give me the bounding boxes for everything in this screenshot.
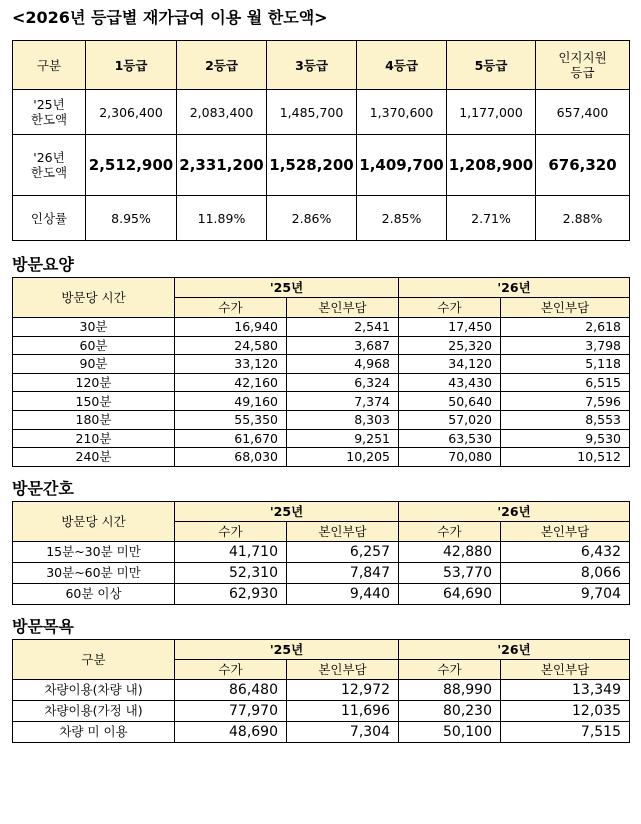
limit-cell: 2,331,200 (177, 135, 267, 196)
limit-cell: 2.88% (536, 196, 630, 241)
value-cell: 42,880 (399, 541, 501, 562)
home-care-body (13, 318, 630, 467)
table-row (13, 355, 630, 374)
value-cell: 80,230 (399, 700, 501, 721)
value-cell: 57,020 (399, 410, 501, 429)
limit-cell: 2,306,400 (86, 90, 177, 135)
limit-header-cell: 5등급 (447, 41, 536, 90)
value-cell: 7,847 (287, 562, 399, 583)
value-cell: 43,430 (399, 373, 501, 392)
row-label: 60분 (13, 336, 175, 355)
row-label: 120분 (13, 373, 175, 392)
value-cell: 6,515 (501, 373, 630, 392)
value-cell: 2,618 (501, 318, 630, 337)
year-header: '25년 (175, 639, 399, 659)
table-row (13, 410, 630, 429)
value-cell: 17,450 (399, 318, 501, 337)
sub-header: 수가 (399, 521, 501, 541)
value-cell: 48,690 (175, 721, 287, 742)
limit-cell: 1,409,700 (357, 135, 447, 196)
value-cell: 68,030 (175, 448, 287, 467)
table-row (13, 392, 630, 411)
table-row (13, 429, 630, 448)
value-cell: 42,160 (175, 373, 287, 392)
row-label: 180분 (13, 410, 175, 429)
limit-cell: 1,485,700 (267, 90, 357, 135)
value-cell: 63,530 (399, 429, 501, 448)
value-cell: 70,080 (399, 448, 501, 467)
limit-cell: 8.95% (86, 196, 177, 241)
value-cell: 8,303 (287, 410, 399, 429)
year-header: '26년 (399, 639, 630, 659)
row-label: 60분 이상 (13, 583, 175, 604)
year-header: '26년 (399, 501, 630, 521)
home-bath-table (12, 639, 630, 743)
section-title: 방문간호 (12, 478, 74, 498)
table-row (13, 679, 630, 700)
value-cell: 6,432 (501, 541, 630, 562)
limit-cell: 11.89% (177, 196, 267, 241)
value-cell: 52,310 (175, 562, 287, 583)
value-cell: 6,257 (287, 541, 399, 562)
table-row (13, 318, 630, 337)
year-header: '26년 (399, 278, 630, 298)
limit-row-label: 인상률 (13, 196, 86, 241)
table-row (13, 583, 630, 604)
limit-header-cell: 구분 (13, 41, 86, 90)
limit-header-row (13, 41, 630, 90)
value-cell: 9,704 (501, 583, 630, 604)
limit-cell: 1,528,200 (267, 135, 357, 196)
table-header-row (13, 278, 630, 298)
sub-header: 수가 (175, 298, 287, 318)
table-header-row (13, 501, 630, 521)
value-cell: 50,100 (399, 721, 501, 742)
section-title: 방문요양 (12, 255, 74, 274)
limit-row (13, 90, 630, 135)
limit-header-cell: 2등급 (177, 41, 267, 90)
value-cell: 62,930 (175, 583, 287, 604)
limit-table (12, 40, 630, 241)
table-row (13, 541, 630, 562)
value-cell: 77,970 (175, 700, 287, 721)
corner-header: 방문당 시간 (13, 278, 175, 318)
row-label: 차량 미 이용 (13, 721, 175, 742)
row-label: 210분 (13, 429, 175, 448)
table-row (13, 336, 630, 355)
sub-header: 본인부담 (501, 521, 630, 541)
value-cell: 4,968 (287, 355, 399, 374)
value-cell: 9,251 (287, 429, 399, 448)
table-row (13, 562, 630, 583)
sub-header: 수가 (175, 521, 287, 541)
year-header: '25년 (175, 501, 399, 521)
value-cell: 86,480 (175, 679, 287, 700)
table-row (13, 721, 630, 742)
limit-row-label: '26년 한도액 (13, 135, 86, 196)
row-label: 차량이용(가정 내) (13, 700, 175, 721)
value-cell: 7,596 (501, 392, 630, 411)
sub-header: 본인부담 (501, 659, 630, 679)
value-cell: 10,205 (287, 448, 399, 467)
row-label: 90분 (13, 355, 175, 374)
row-label: 30분 (13, 318, 175, 337)
sub-header: 본인부담 (501, 298, 630, 318)
home-bath-body (13, 679, 630, 742)
value-cell: 12,972 (287, 679, 399, 700)
corner-header: 구분 (13, 639, 175, 679)
value-cell: 6,324 (287, 373, 399, 392)
limit-header-cell: 인지지원 등급 (536, 41, 630, 90)
value-cell: 25,320 (399, 336, 501, 355)
sub-header: 수가 (399, 659, 501, 679)
value-cell: 61,670 (175, 429, 287, 448)
home-care-table (12, 277, 630, 467)
limit-cell: 2,512,900 (86, 135, 177, 196)
row-label: 30분~60분 미만 (13, 562, 175, 583)
value-cell: 11,696 (287, 700, 399, 721)
value-cell: 13,349 (501, 679, 630, 700)
sub-header: 본인부담 (287, 521, 399, 541)
home-nursing-table (12, 501, 630, 605)
limit-header-cell: 4등급 (357, 41, 447, 90)
value-cell: 16,940 (175, 318, 287, 337)
value-cell: 33,120 (175, 355, 287, 374)
value-cell: 8,066 (501, 562, 630, 583)
value-cell: 41,710 (175, 541, 287, 562)
value-cell: 2,541 (287, 318, 399, 337)
value-cell: 53,770 (399, 562, 501, 583)
value-cell: 7,374 (287, 392, 399, 411)
limit-row-label: '25년 한도액 (13, 90, 86, 135)
row-label: 240분 (13, 448, 175, 467)
limit-row (13, 135, 630, 196)
value-cell: 7,515 (501, 721, 630, 742)
value-cell: 3,798 (501, 336, 630, 355)
value-cell: 55,350 (175, 410, 287, 429)
value-cell: 12,035 (501, 700, 630, 721)
home-nursing-body (13, 541, 630, 604)
table-row (13, 373, 630, 392)
limit-header-cell: 3등급 (267, 41, 357, 90)
value-cell: 49,160 (175, 392, 287, 411)
value-cell: 50,640 (399, 392, 501, 411)
limit-cell: 1,370,600 (357, 90, 447, 135)
value-cell: 64,690 (399, 583, 501, 604)
value-cell: 3,687 (287, 336, 399, 355)
row-label: 150분 (13, 392, 175, 411)
page-title: <2026년 등급별 재가급여 이용 월 한도액> (12, 8, 328, 27)
year-header: '25년 (175, 278, 399, 298)
row-label: 15분~30분 미만 (13, 541, 175, 562)
value-cell: 10,512 (501, 448, 630, 467)
limit-row (13, 196, 630, 241)
value-cell: 8,553 (501, 410, 630, 429)
value-cell: 7,304 (287, 721, 399, 742)
sub-header: 본인부담 (287, 659, 399, 679)
value-cell: 34,120 (399, 355, 501, 374)
limit-cell: 2,083,400 (177, 90, 267, 135)
sub-header: 본인부담 (287, 298, 399, 318)
value-cell: 5,118 (501, 355, 630, 374)
value-cell: 88,990 (399, 679, 501, 700)
limit-cell: 1,208,900 (447, 135, 536, 196)
sub-header: 수가 (399, 298, 501, 318)
table-header-row (13, 639, 630, 659)
table-row (13, 448, 630, 467)
table-row (13, 700, 630, 721)
limit-cell: 2.71% (447, 196, 536, 241)
sub-header: 수가 (175, 659, 287, 679)
value-cell: 9,530 (501, 429, 630, 448)
section-title: 방문목욕 (12, 616, 74, 636)
limit-cell: 2.86% (267, 196, 357, 241)
limit-cell: 2.85% (357, 196, 447, 241)
row-label: 차량이용(차량 내) (13, 679, 175, 700)
limit-cell: 1,177,000 (447, 90, 536, 135)
limit-cell: 657,400 (536, 90, 630, 135)
value-cell: 9,440 (287, 583, 399, 604)
limit-header-cell: 1등급 (86, 41, 177, 90)
value-cell: 24,580 (175, 336, 287, 355)
limit-cell: 676,320 (536, 135, 630, 196)
corner-header: 방문당 시간 (13, 501, 175, 541)
